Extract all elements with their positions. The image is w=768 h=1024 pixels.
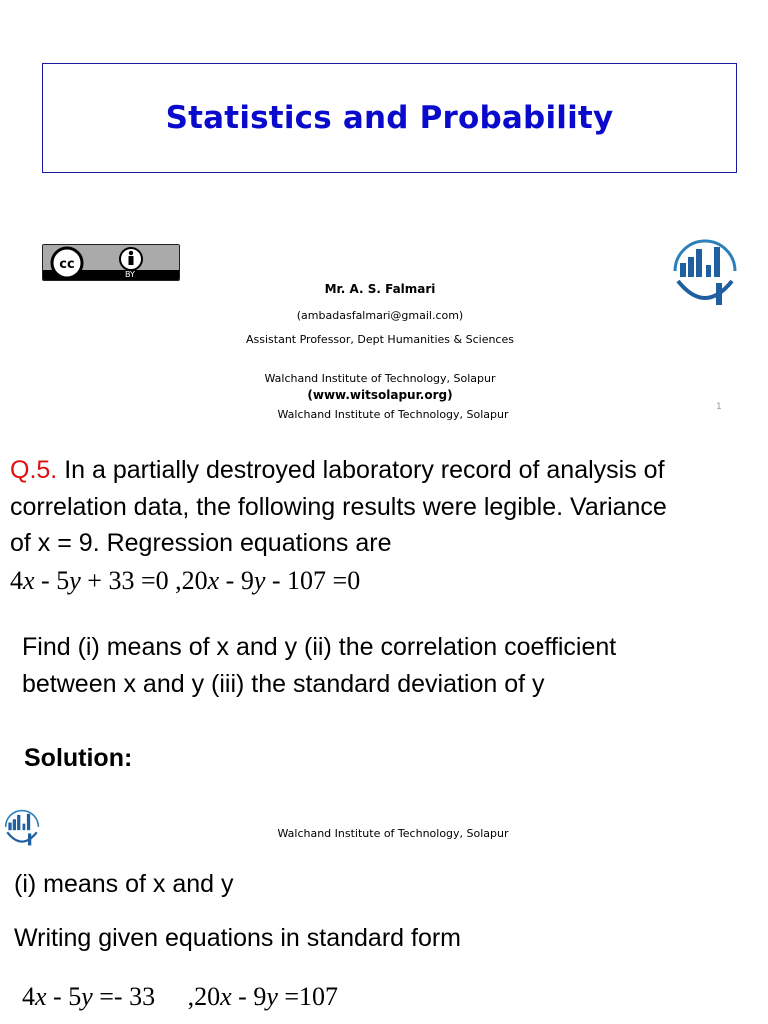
wit-logo [672, 235, 738, 311]
eq-var: y [69, 566, 81, 595]
find-line-2: between x and y (iii) the standard deviation of y [22, 670, 545, 698]
eq-coef: 5 [68, 982, 82, 1011]
eq-coef: 20 [181, 566, 208, 595]
slide2-heading: (i) means of x and y [14, 870, 234, 898]
question-line-3: of x = 9. Regression equations are [10, 529, 392, 557]
eq-op: - [231, 982, 254, 1011]
eq-coef: 33 [108, 566, 135, 595]
eq-var: y [253, 566, 266, 595]
question-line-1 [10, 452, 760, 489]
eq-op: =0 , [134, 566, 182, 595]
cc-by-badge [42, 244, 180, 281]
wit-logo-small-graphic [4, 805, 40, 851]
find-line-1: Find (i) means of x and y (ii) the correlation coefficient [22, 633, 617, 661]
question-text-1: In a partially destroyed laboratory record of analysis of [64, 456, 665, 484]
eq-var: x [220, 982, 232, 1011]
institute-name: Walchand Institute of Technology, Solapur [264, 372, 496, 385]
eq-var: y [266, 982, 278, 1011]
cc-badge-label: BY [125, 270, 135, 279]
question-line-2: correlation data, the following results were legible. Variance [10, 493, 667, 521]
eq-coef: 5 [56, 566, 70, 595]
svg-text:cc: cc [59, 257, 75, 272]
wit-logo-small [4, 805, 40, 851]
question-label: Q.5. [10, 456, 58, 484]
eq-separator: , [155, 982, 195, 1011]
eq-coef: 4 [22, 982, 35, 1011]
author-position: Assistant Professor, Dept Humanities & Sciences [246, 333, 514, 346]
eq-op: =0 [326, 566, 361, 595]
eq-var: x [23, 566, 35, 595]
wit-logo-graphic [672, 235, 738, 311]
eq-var: x [207, 566, 220, 595]
slide-title: Statistics and Probability [165, 100, 614, 136]
eq-op: + [80, 566, 109, 595]
eq-op: =107 [277, 982, 339, 1011]
person-icon [120, 248, 142, 270]
eq-coef: 9 [240, 566, 254, 595]
solution-label: Solution: [24, 744, 133, 772]
eq-coef: 9 [253, 982, 267, 1011]
eq-op: - [219, 566, 241, 595]
eq-var: x [35, 982, 47, 1011]
institute-website: (www.witsolapur.org) [307, 388, 453, 402]
eq-var: y [81, 982, 93, 1011]
eq-coef: 4 [10, 566, 23, 595]
regression-equations [10, 566, 360, 596]
author-name: Mr. A. S. Falmari [324, 282, 436, 296]
standard-form-equations [22, 982, 338, 1012]
slide2-footer: Walchand Institute of Technology, Solapur [277, 827, 509, 840]
eq-op: - [34, 566, 57, 595]
eq-op: - [46, 982, 69, 1011]
eq-coef: 20 [194, 982, 221, 1011]
slide2-subheading: Writing given equations in standard form [14, 924, 461, 952]
author-email: (ambadasfalmari@gmail.com) [296, 309, 464, 322]
cc-badge-graphic [43, 245, 180, 281]
eq-op: =- 33 [92, 982, 156, 1011]
title-box [42, 63, 737, 173]
eq-op: - [265, 566, 288, 595]
page-number: 1 [716, 402, 722, 412]
cc-icon [52, 248, 82, 278]
eq-coef: 107 [287, 566, 327, 595]
slide-footer: Walchand Institute of Technology, Solapur [277, 408, 509, 421]
